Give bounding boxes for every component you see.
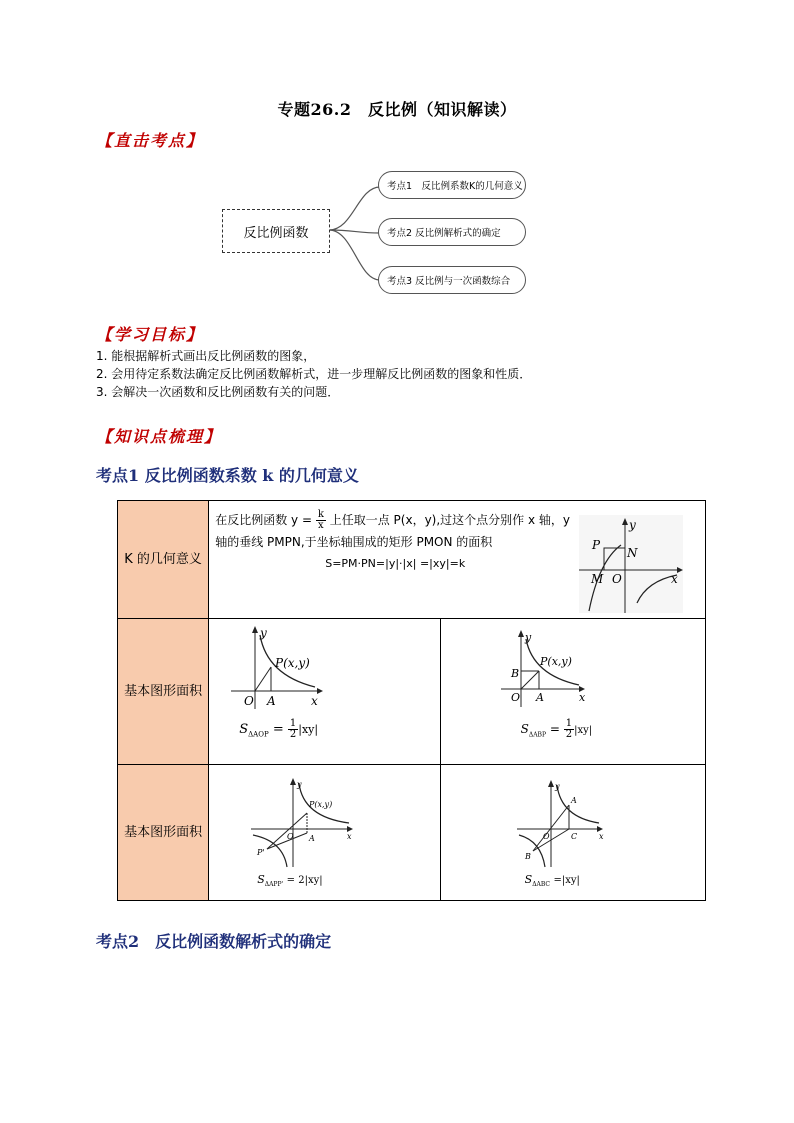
- label-o: O: [542, 832, 550, 841]
- abp-area-formula: [521, 719, 592, 740]
- rect-area-graph: [579, 515, 683, 613]
- frac-den: 2: [289, 729, 297, 740]
- label-o: O: [510, 691, 520, 704]
- frac-num: 1: [289, 718, 297, 729]
- app-area-formula: [257, 873, 322, 888]
- kp1-table: [117, 500, 706, 901]
- mindmap-leaf-2: 考点2 反比例解析式的确定: [378, 218, 526, 246]
- mindmap-leaf-1: 考点1 反比例系数K的几何意义: [378, 171, 526, 199]
- row-label: K 的几何意义: [118, 501, 209, 619]
- abc-area-formula: [525, 873, 580, 888]
- label-p-prime: P': [257, 848, 265, 857]
- label-x: x: [578, 691, 585, 704]
- s-subscript: ΔAOP: [248, 730, 269, 739]
- label-x: x: [598, 832, 604, 841]
- k-definition: [209, 501, 581, 575]
- kp2-heading: 考点2 反比例函数解析式的确定: [96, 932, 332, 951]
- formula-rest: =|xy|: [553, 875, 580, 886]
- s-subscript: ΔABP: [528, 731, 546, 739]
- s-symbol: S: [524, 873, 533, 886]
- label-a: A: [267, 694, 276, 708]
- label-y: y: [260, 626, 267, 640]
- kp1-heading: 考点1 反比例函数系数 k 的几何意义: [96, 466, 359, 485]
- k-over-x: [316, 510, 326, 531]
- section-knowledge: 【知识点梳理】: [96, 427, 223, 446]
- abs-xy: |xy|: [574, 725, 593, 736]
- row-label: 基本图形面积: [118, 619, 209, 765]
- learning-goals-list: [96, 347, 531, 401]
- label-y: y: [524, 631, 531, 644]
- label-n: N: [627, 546, 638, 560]
- abp-graph: [499, 629, 589, 709]
- abc-graph: [515, 779, 607, 869]
- mindmap-leaf-3: 考点3 反比例与一次函数综合: [378, 266, 526, 294]
- label-m: M: [591, 572, 604, 586]
- frac-den: 2: [565, 729, 573, 740]
- label-a: A: [535, 691, 544, 704]
- s-subscript: ΔABC: [532, 881, 550, 889]
- s-subscript: ΔAPP': [264, 881, 284, 889]
- label-y: y: [297, 780, 302, 789]
- label-x: x: [671, 572, 678, 586]
- label-b: B: [524, 852, 531, 861]
- goal-item: 3. 会解决一次函数和反比例函数有关的问题．: [96, 385, 340, 399]
- label-pxy: P(x,y): [275, 656, 311, 670]
- frac-den: x: [318, 520, 324, 531]
- app-graph: [249, 777, 359, 869]
- label-y: y: [629, 518, 636, 532]
- row-label: 基本图形面积: [118, 765, 209, 901]
- abs-xy: |xy|: [298, 723, 319, 736]
- section-exam-points: 【直击考点】: [96, 131, 205, 150]
- label-x: x: [347, 832, 352, 841]
- label-y: y: [554, 782, 560, 791]
- label-pxy: P(x,y): [539, 655, 572, 668]
- goal-item: 1. 能根据解析式画出反比例函数的图象，: [96, 349, 316, 363]
- frac-num: k: [317, 509, 324, 520]
- goal-item: 2. 会用待定系数法确定反比例函数解析式，进一步理解反比例函数的图象和性质．: [96, 367, 532, 381]
- label-o: O: [244, 694, 255, 708]
- label-x: x: [311, 694, 318, 708]
- def-text-b: 上任取一点 P(x，y),过这个点分别作 x 轴，y 轴的垂线 PMPN,于坐标轴围成的矩形 PMON 的面积: [215, 513, 570, 549]
- def-text-a: 在反比例函数 y =: [215, 513, 313, 527]
- label-b: B: [510, 667, 519, 680]
- area-formula: S=PM·PN=|y|·|x| =|xy|=k: [325, 557, 466, 570]
- label-pxy: P(x,y): [309, 800, 333, 809]
- equals: =: [549, 722, 560, 736]
- formula-rest: = 2|xy|: [286, 875, 323, 886]
- label-a: A: [570, 796, 577, 805]
- mindmap-center: 反比例函数: [222, 209, 330, 253]
- aop-graph: [227, 625, 327, 711]
- section-learning-goals: 【学习目标】: [96, 325, 205, 344]
- label-c: C: [570, 832, 577, 841]
- page-title: 专题26.2 反比例（知识解读）: [277, 100, 517, 119]
- equals: =: [272, 722, 284, 737]
- aop-area-formula: [239, 719, 318, 740]
- label-o: O: [612, 572, 623, 586]
- label-p: P: [592, 538, 601, 552]
- label-a: A: [309, 834, 315, 843]
- s-symbol: S: [520, 722, 529, 736]
- s-symbol: S: [239, 722, 249, 737]
- frac-num: 1: [565, 718, 573, 729]
- label-o: O: [287, 832, 294, 841]
- s-symbol: S: [257, 873, 265, 886]
